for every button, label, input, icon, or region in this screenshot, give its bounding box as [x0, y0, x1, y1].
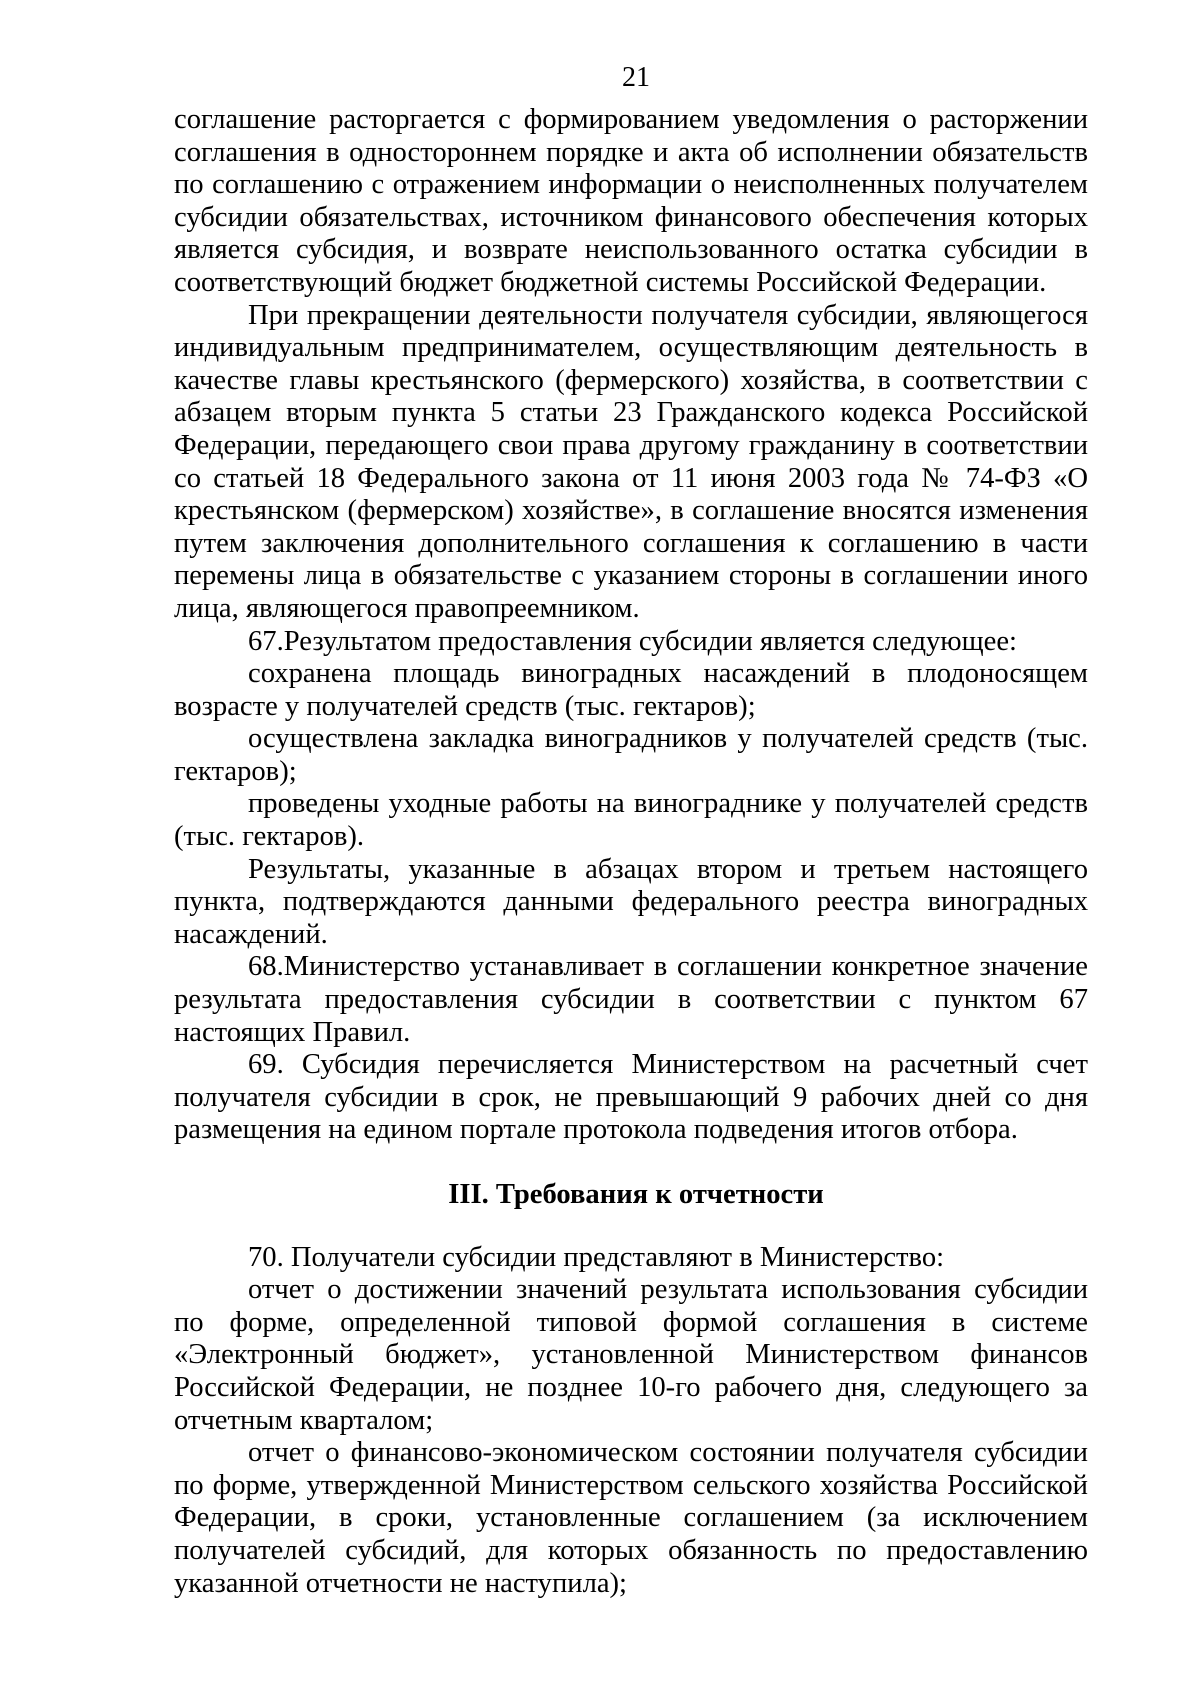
paragraph-result-planting: осуществлена закладка виноградников у получателей средств (тыс. гектаров);: [174, 723, 1088, 787]
document-body-reporting: [174, 1242, 1088, 1601]
paragraph-result-area-preserved: сохранена площадь виноградных насаждений в плодоносящем возрасте у получателей средств (тыс. гектаров);: [174, 658, 1088, 722]
section-heading-reporting: III. Требования к отчетности: [448, 1179, 824, 1210]
page-number: 21: [622, 62, 650, 93]
paragraph-farm-head-succession: При прекращении деятельности получателя субсидии, являющегося индивидуальным предпринимателем, осуществляющим деятельность в качестве главы крестьянского (фермерского) хозяйства, в соответствии с абзацем вторым пункта 5 статьи 23 Гражданского кодекса Российской Федерации, передающего свои права другому гражданину в соответствии со статьей 18 Федерального закона от 11 июня 2003 года № 74-ФЗ «О крестьянском (фермерском) хозяйстве», в соглашение вносятся изменения путем заключения дополнительного соглашения к соглашению в части перемены лица в обязательстве с указанием стороны в соглашении иного лица, являющегося правопреемником.: [174, 299, 1088, 624]
item-67: [174, 626, 1088, 659]
paragraph-results-confirmation: Результаты, указанные в абзацах втором и третьем настоящего пункта, подтверждаются данными федерального реестра виноградных насаждений.: [174, 853, 1088, 950]
item-67-number: 67.: [248, 625, 284, 657]
item-67-text: Результатом предоставления субсидии является следующее:: [283, 625, 1017, 657]
item-70: 70. Получатели субсидии представляют в Министерство:: [248, 1241, 945, 1273]
item-69: 69. Субсидия перечисляется Министерством на расчетный счет получателя субсидии в срок, не превышающий 9 рабочих дней со дня размещения на едином портале протокола подведения итогов отбора.: [174, 1049, 1088, 1146]
paragraph-report-results: отчет о достижении значений результата использования субсидии по форме, определенной типовой формой соглашения в системе «Электронный бюджет», установленной Министерством финансов Российской Федерации, не позднее 10-го рабочего дня, следующего за отчетным кварталом;: [174, 1274, 1088, 1436]
item-68-text: Министерство устанавливает в соглашении конкретное значение результата предоставления субсидии в соответствии с пунктом 67 настоящих Правил.: [174, 951, 1088, 1048]
document-body: [174, 104, 1088, 1147]
item-68: [174, 951, 1088, 1049]
paragraph-termination-continuation: соглашение расторгается с формированием уведомления о расторжении соглашения в одностороннем порядке и акта об исполнении обязательств по соглашению с отражением информации о неисполненных получателем субсидии обязательствах, источником финансового обеспечения которых является субсидия, и возврате неиспользованного остатка субсидии в соответствующий бюджет бюджетной системы Российской Федерации.: [174, 104, 1088, 298]
paragraph-result-maintenance: проведены уходные работы на винограднике у получателей средств (тыс. гектаров).: [174, 788, 1088, 853]
item-68-number: 68.: [248, 951, 284, 983]
paragraph-report-financial: отчет о финансово-экономическом состоянии получателя субсидии по форме, утвержденной Министерством сельского хозяйства Российской Федерации, в сроки, установленные соглашением (за исключением получателей субсидий, для которых обязанность по предоставлению указанной отчетности не наступила);: [174, 1437, 1088, 1599]
